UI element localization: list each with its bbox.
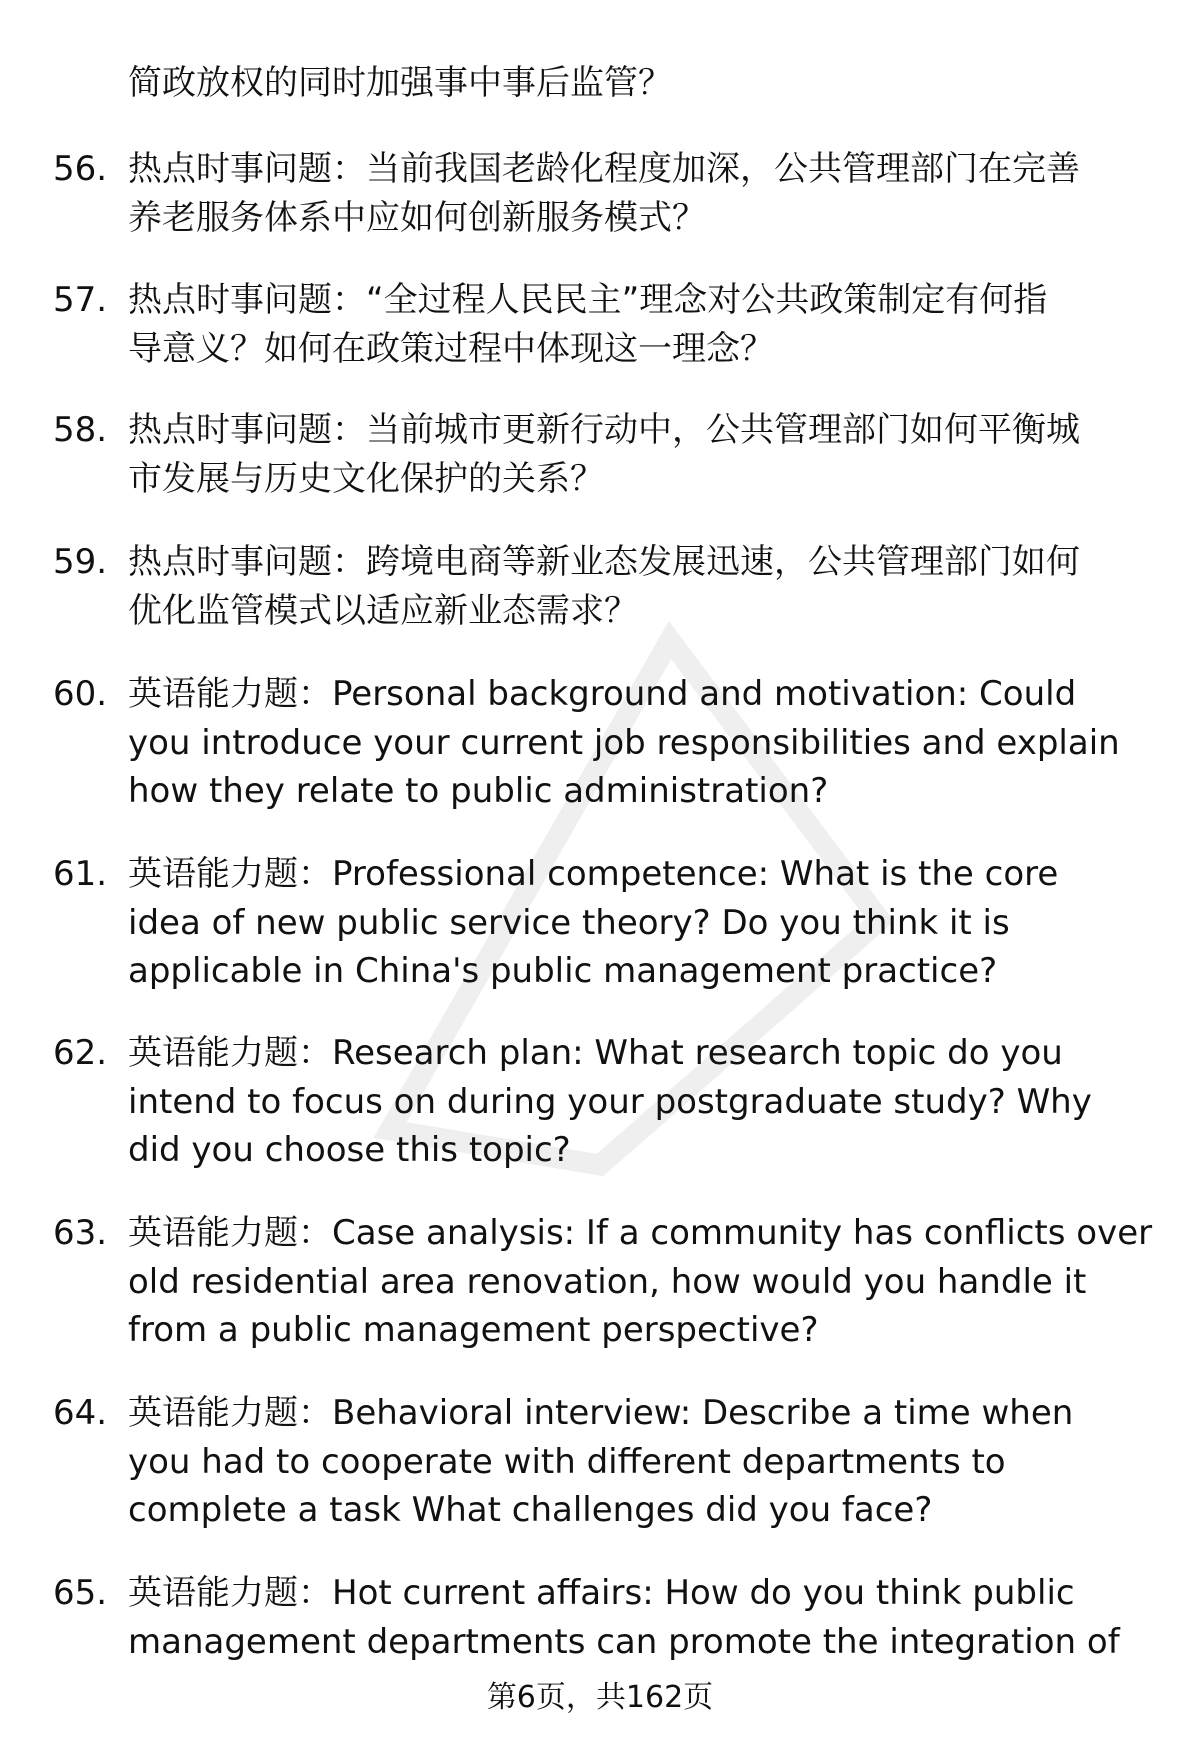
question-number: 64. [53, 1393, 108, 1433]
question-text-line: 热点时事问题：当前城市更新行动中，公共管理部门如何平衡城 [128, 410, 1080, 450]
question-text-line: 热点时事问题：跨境电商等新业态发展迅速，公共管理部门如何 [128, 542, 1080, 582]
question-text-line: 热点时事问题：“全过程人民民主”理念对公共政策制定有何指 [128, 280, 1048, 320]
question-text-line: how they relate to public administration? [128, 771, 829, 811]
question-text-line: old residential area renovation, how would you handle it [128, 1261, 1087, 1302]
question-text-line: 英语能力题：Case analysis: If a community has conflicts over [128, 1213, 1153, 1253]
question-text-line: 热点时事问题：当前我国老龄化程度加深，公共管理部门在完善 [128, 149, 1080, 189]
question-text-line: intend to focus on during your postgraduate study? Why [128, 1081, 1092, 1122]
question-text-line: from a public management perspective? [128, 1310, 819, 1350]
question-text-line: 英语能力题：Professional competence: What is the core [128, 854, 1059, 894]
question-text-line: complete a task What challenges did you face? [128, 1490, 933, 1530]
question-text-line: management departments can promote the integration of [128, 1621, 1120, 1662]
question-text-line: you had to cooperate with different departments to [128, 1441, 1006, 1482]
question-number: 61. [53, 854, 108, 894]
question-text-line: 导意义？如何在政策过程中体现这一理念？ [128, 328, 774, 369]
question-number: 57. [53, 280, 108, 320]
question-number: 62. [53, 1033, 108, 1073]
question-text-line: 市发展与历史文化保护的关系？ [128, 458, 604, 499]
question-text-line: 优化监管模式以适应新业态需求？ [128, 590, 638, 631]
question-number: 59. [53, 542, 108, 582]
question-number: 56. [53, 149, 108, 189]
continuation-line: 简政放权的同时加强事中事后监管？ [128, 63, 672, 103]
question-text-line: did you choose this topic? [128, 1130, 571, 1170]
question-text-line: 英语能力题：Research plan: What research topic do you [128, 1033, 1063, 1073]
question-number: 58. [53, 410, 108, 450]
question-text-line: idea of new public service theory? Do you think it is [128, 902, 1010, 943]
question-text-line: 英语能力题：Hot current affairs: How do you think public [128, 1573, 1075, 1613]
question-text-line: 英语能力题：Personal background and motivation: Could [128, 674, 1077, 714]
question-text-line: you introduce your current job responsibilities and explain [128, 722, 1120, 763]
page-footer: 第6页，共162页 [486, 1680, 714, 1715]
question-text-line: 养老服务体系中应如何创新服务模式？ [128, 197, 706, 238]
question-number: 63. [53, 1213, 108, 1253]
question-text-line: applicable in China's public management practice? [128, 951, 998, 991]
question-number: 60. [53, 674, 108, 714]
question-text-line: 英语能力题：Behavioral interview: Describe a time when [128, 1393, 1074, 1433]
question-number: 65. [53, 1573, 108, 1613]
